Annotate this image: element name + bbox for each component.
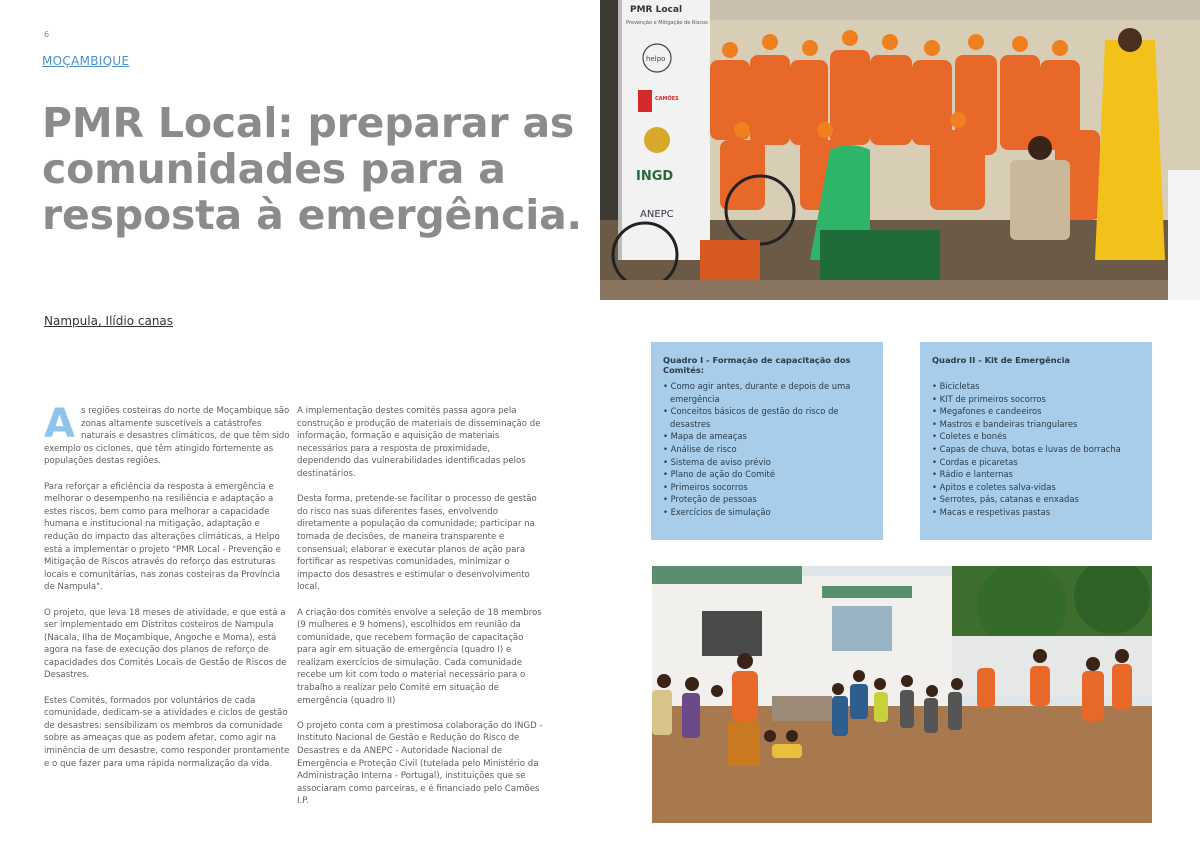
list-item: • Plano de ação do Comité — [663, 468, 877, 481]
list-item: • Macas e respetivas pastas — [932, 506, 1146, 519]
paragraph: A criação dos comités envolve a seleção de 18 membros (9 mulheres e 9 homens), escolhidos em reunião da comunidade, que recebem formação de capacitação para agir em situação de emergência (quadro I) e realizam exercícios de simulação. Cada comunidade recebe um kit com todo o material necessário para o trabalho a realizar pelo Comité em situação de emergência (quadro II) — [297, 607, 542, 706]
list-item: • Análise de risco — [663, 443, 877, 456]
list-item: • Primeiros socorros — [663, 481, 877, 494]
quadro-2-kit-box — [920, 342, 1152, 540]
list-item: • Coletes e bonés — [932, 430, 1146, 443]
list-item: • Proteção de pessoas — [663, 493, 877, 506]
paragraph: Estes Comités, formados por voluntários de cada comunidade, dedicam-se a atividades e ciclos de gestão de desastres: sensibilizam os membros da comunidade sobre as ameaças que as podem afetar, como agir na iminência de um desastre, como responder prontamente e o que fazer para uma rápida normalização da vida. — [44, 695, 290, 769]
list-item: • Exercícios de simulação — [663, 506, 877, 519]
quadro-1-title: Quadro I - Formação de capacitação dos Comités: — [663, 355, 851, 375]
text-column-2 — [297, 405, 543, 821]
list-item: • Capas de chuva, botas e luvas de borracha — [932, 443, 1146, 456]
paragraph: Desta forma, pretende-se facilitar o processo de gestão do risco nas suas diferentes fases, envolvendo diretamente a população da comunidade; participar na tomada de decisões, de maneira transparente e consensual; elaborar e executar planos de ação para fortificar as respetivas comunidades, minimizar o impacto dos desastres e estimular o desenvolvimento local. — [297, 494, 537, 593]
logo-helpo: helpo — [646, 55, 666, 63]
community-exercise-photo — [652, 566, 1152, 823]
committee-group-photo — [600, 0, 1200, 300]
banner-title: PMR Local — [630, 5, 683, 15]
paragraph: O projeto, que leva 18 meses de atividade, e que está a ser implementado em Distritos costeiros de Nampula (Nacala, Ilha de Moçambique, Angoche e Moma), está agora na fase de execução dos planos de reforço de capacidades dos Comités Locais de Gestão de Riscos de Desastres. — [44, 607, 287, 681]
list-item: • Apitos e coletes salva-vidas — [932, 481, 1146, 494]
list-item: • Serrotes, pás, catanas e enxadas — [932, 493, 1146, 506]
page-number: 6 — [44, 30, 50, 39]
list-item: • Conceitos básicos de gestão do risco de desastres — [663, 405, 877, 430]
paragraph: A implementação destes comités passa agora pela construção e produção de materiais de disseminação de informação, formação e aquisição de materiais necessários para a resposta de proximidade, dependendo das vulnerabilidades identificadas pelos destinatários. — [297, 406, 541, 479]
quadro-2-list — [932, 380, 1146, 519]
list-item: • Megafones e candeeiros — [932, 405, 1146, 418]
list-item: • Mapa de ameaças — [663, 430, 877, 443]
quadro-1-training-box — [651, 342, 883, 540]
paragraph: Para reforçar a eficiência da resposta à emergência e melhorar o desempenho na resiliência e adaptação a estes riscos, bem como para melhorar a capacidade humana e institucional na mitigação, adaptação e redução do impacto das alterações climáticas, a Helpo está a implementar o projeto "PMR Local - Prevenção e Mitigação de Riscos através do reforço das estruturas locais e comunitárias, nas zonas costeiras da Província de Nampula". — [44, 481, 281, 593]
byline[interactable]: Nampula, Ilídio canas — [44, 314, 174, 328]
list-item: • Sistema de aviso prévio — [663, 456, 877, 469]
list-item: • KIT de primeiros socorros — [932, 393, 1146, 406]
list-item: • Cordas e picaretas — [932, 456, 1146, 469]
logo-camoes: CAMÕES — [655, 96, 679, 102]
list-item: • Mastros e bandeiras triangulares — [932, 418, 1146, 431]
list-item: • Rádio e lanternas — [932, 468, 1146, 481]
article-title: PMR Local: preparar as comunidades para a resposta à emergência. — [42, 99, 582, 239]
list-item: • Bicicletas — [932, 380, 1146, 393]
text-column-1 — [44, 401, 290, 783]
banner-subtitle: Prevenção e Mitigação de Riscos — [626, 20, 708, 26]
drop-cap: A — [44, 401, 75, 447]
paragraph: O projeto conta com a prestimosa colaboração do INGD - Instituto Nacional de Gestão e Redução do Risco de Desastres e da ANEPC - Autoridade Nacional de Emergência e Proteção Civil (tutelada pelo Ministério da Administração Interna - Portugal), instituições que se associaram como parceiras, e é financiado pelo Camões I.P. — [297, 720, 543, 807]
quadro-2-title: Quadro II - Kit de Emergência — [932, 355, 1071, 365]
logo-anepc: ANEPC — [640, 209, 674, 220]
logo-ingd: INGD — [636, 169, 674, 184]
section-label[interactable]: MOÇAMBIQUE — [42, 54, 130, 68]
paragraph: As regiões costeiras do norte de Moçambique são zonas altamente suscetíveis a catástrofes naturais e desastres climáticos, de que têm sido exemplo os ciclones, que têm atingido fortemente as populações destas regiões. — [44, 401, 290, 467]
list-item: • Como agir antes, durante e depois de uma emergência — [663, 380, 877, 405]
quadro-1-list — [663, 380, 877, 519]
